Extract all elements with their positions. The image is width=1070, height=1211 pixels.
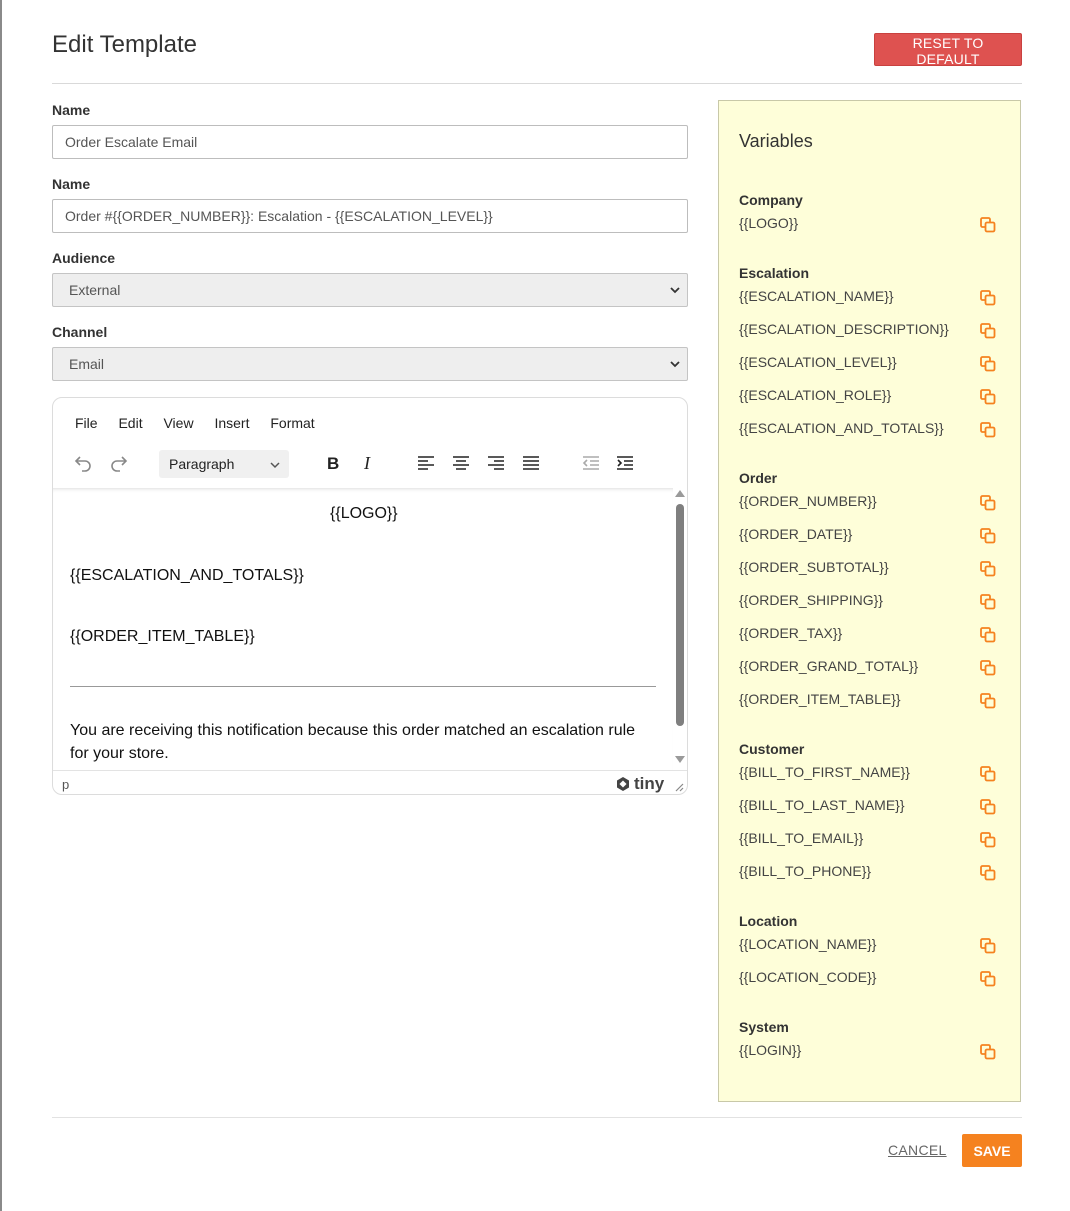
element-path[interactable]: p [62, 777, 70, 792]
copy-icon[interactable] [979, 659, 997, 677]
variable-row [739, 590, 1001, 612]
scroll-down-arrow-icon[interactable] [675, 756, 685, 763]
menu-edit[interactable]: Edit [118, 415, 143, 431]
variable-row [739, 795, 1001, 817]
variable-row [739, 352, 1001, 374]
variable-row [739, 491, 1001, 513]
totals-placeholder: {{ESCALATION_AND_TOTALS}} [70, 567, 304, 584]
variable-name: {{ORDER_SHIPPING}} [739, 592, 883, 608]
variable-row [739, 861, 1001, 883]
variable-row [739, 385, 1001, 407]
name-label: Name [52, 102, 91, 118]
channel-select[interactable] [52, 347, 688, 381]
redo-icon [109, 453, 129, 473]
window-edge [0, 0, 2, 1211]
variable-row [739, 967, 1001, 989]
bold-button[interactable] [320, 450, 346, 476]
header-divider [52, 83, 1022, 84]
menu-format[interactable]: Format [270, 415, 315, 431]
logo-placeholder: {{LOGO}} [330, 505, 398, 522]
variable-group-title: Order [739, 470, 778, 486]
variable-group-title: Escalation [739, 265, 810, 281]
tiny-brand-label: tiny [634, 774, 665, 793]
italic-icon [358, 453, 378, 473]
variable-name: {{BILL_TO_FIRST_NAME}} [739, 764, 910, 780]
variable-name: {{ORDER_NUMBER}} [739, 493, 877, 509]
variable-name: {{ORDER_ITEM_TABLE}} [739, 691, 901, 707]
block-format-select[interactable] [159, 450, 289, 478]
copy-icon[interactable] [979, 593, 997, 611]
tiny-logo-icon [615, 776, 631, 792]
redo-button[interactable] [106, 450, 132, 476]
italic-button[interactable] [355, 450, 381, 476]
copy-icon[interactable] [979, 765, 997, 783]
align-right-button[interactable] [483, 450, 509, 476]
editor-statusbar [53, 770, 687, 795]
copy-icon[interactable] [979, 355, 997, 373]
horizontal-rule [70, 686, 656, 687]
variable-name: {{ORDER_SUBTOTAL}} [739, 559, 889, 575]
variable-group-title: Customer [739, 741, 805, 757]
channel-selected-value: Email [69, 356, 105, 372]
variable-row [739, 213, 1001, 235]
chevron-down-icon [269, 459, 281, 471]
copy-icon[interactable] [979, 527, 997, 545]
variable-name: {{BILL_TO_PHONE}} [739, 863, 872, 879]
align-left-button[interactable] [413, 450, 439, 476]
copy-icon[interactable] [979, 289, 997, 307]
outdent-button[interactable] [578, 450, 604, 476]
variable-group-title: Company [739, 192, 803, 208]
variable-name: {{ORDER_TAX}} [739, 625, 843, 641]
align-center-button[interactable] [448, 450, 474, 476]
cancel-button[interactable]: CANCEL [888, 1142, 947, 1158]
channel-label: Channel [52, 324, 108, 340]
variable-row [739, 828, 1001, 850]
svg-text:I: I [364, 453, 370, 473]
variable-name: {{LOCATION_NAME}} [739, 936, 877, 952]
variable-row [739, 934, 1001, 956]
tiny-brand[interactable] [615, 774, 664, 794]
indent-button[interactable] [612, 450, 638, 476]
copy-icon[interactable] [979, 494, 997, 512]
indent-icon [615, 453, 635, 473]
variable-name: {{ESCALATION_DESCRIPTION}} [739, 321, 949, 337]
resize-handle-icon[interactable] [674, 782, 684, 792]
copy-icon[interactable] [979, 1043, 997, 1061]
copy-icon[interactable] [979, 560, 997, 578]
bold-icon [323, 453, 343, 473]
copy-icon[interactable] [979, 798, 997, 816]
copy-icon[interactable] [979, 626, 997, 644]
copy-icon[interactable] [979, 864, 997, 882]
copy-icon[interactable] [979, 388, 997, 406]
align-center-icon [451, 453, 471, 473]
rich-text-editor [52, 397, 688, 795]
variable-name: {{ESCALATION_AND_TOTALS}} [739, 420, 944, 436]
editor-toolbar [53, 446, 687, 484]
scroll-up-arrow-icon[interactable] [675, 490, 685, 497]
svg-text:B: B [327, 454, 340, 473]
menu-view[interactable]: View [163, 415, 194, 431]
variable-name: {{BILL_TO_LAST_NAME}} [739, 797, 905, 813]
variable-row [739, 418, 1001, 440]
editor-scrollbar[interactable] [673, 488, 687, 770]
variable-name: {{BILL_TO_EMAIL}} [739, 830, 864, 846]
variable-group-title: System [739, 1019, 789, 1035]
reset-to-default-button[interactable]: RESET TO DEFAULT [874, 33, 1022, 66]
variable-name: {{ORDER_GRAND_TOTAL}} [739, 658, 919, 674]
save-button[interactable]: SAVE [962, 1134, 1022, 1167]
variables-panel [718, 100, 1021, 1102]
scrollbar-thumb[interactable] [676, 504, 684, 726]
copy-icon[interactable] [979, 322, 997, 340]
variables-title: Variables [739, 131, 813, 151]
block-format-value: Paragraph [169, 456, 235, 472]
variable-name: {{ORDER_DATE}} [739, 526, 853, 542]
audience-selected-value: External [69, 282, 121, 298]
outdent-icon [581, 453, 601, 473]
chevron-down-icon [669, 284, 681, 296]
audience-label: Audience [52, 250, 116, 266]
variable-row [739, 689, 1001, 711]
editor-content[interactable] [53, 488, 673, 771]
align-left-icon [416, 453, 436, 473]
variable-row [739, 524, 1001, 546]
name-input[interactable] [52, 125, 688, 159]
variable-name: {{ESCALATION_NAME}} [739, 288, 894, 304]
variable-row [739, 557, 1001, 579]
menu-insert[interactable]: Insert [214, 415, 250, 431]
variable-name: {{ESCALATION_LEVEL}} [739, 354, 897, 370]
variable-row [739, 286, 1001, 308]
copy-icon[interactable] [979, 937, 997, 955]
undo-icon [73, 453, 93, 473]
undo-button[interactable] [70, 450, 96, 476]
justify-icon [521, 453, 541, 473]
page-title: Edit Template [52, 31, 197, 58]
variable-name: {{LOGIN}} [739, 1042, 802, 1058]
variable-row [739, 762, 1001, 784]
item-table-placeholder: {{ORDER_ITEM_TABLE}} [70, 628, 255, 645]
subject-input[interactable] [52, 199, 688, 233]
copy-icon[interactable] [979, 970, 997, 988]
variable-name: {{LOGO}} [739, 215, 799, 231]
copy-icon[interactable] [979, 216, 997, 234]
audience-select[interactable] [52, 273, 688, 307]
variable-group-title: Location [739, 913, 798, 929]
subject-label: Name [52, 176, 91, 192]
variable-name: {{LOCATION_CODE}} [739, 969, 877, 985]
footer-divider [52, 1117, 1022, 1118]
editor-menubar [75, 415, 332, 431]
notice-text: You are receiving this notification because this order matched an escalation rule for your store. [70, 722, 636, 762]
chevron-down-icon [669, 358, 681, 370]
variable-name: {{ESCALATION_ROLE}} [739, 387, 892, 403]
copy-icon[interactable] [979, 831, 997, 849]
copy-icon[interactable] [979, 421, 997, 439]
menu-file[interactable]: File [75, 415, 98, 431]
justify-button[interactable] [518, 450, 544, 476]
variable-row [739, 656, 1001, 678]
copy-icon[interactable] [979, 692, 997, 710]
align-right-icon [486, 453, 506, 473]
variable-row [739, 1040, 1001, 1062]
variable-row [739, 623, 1001, 645]
variable-row [739, 319, 1001, 341]
